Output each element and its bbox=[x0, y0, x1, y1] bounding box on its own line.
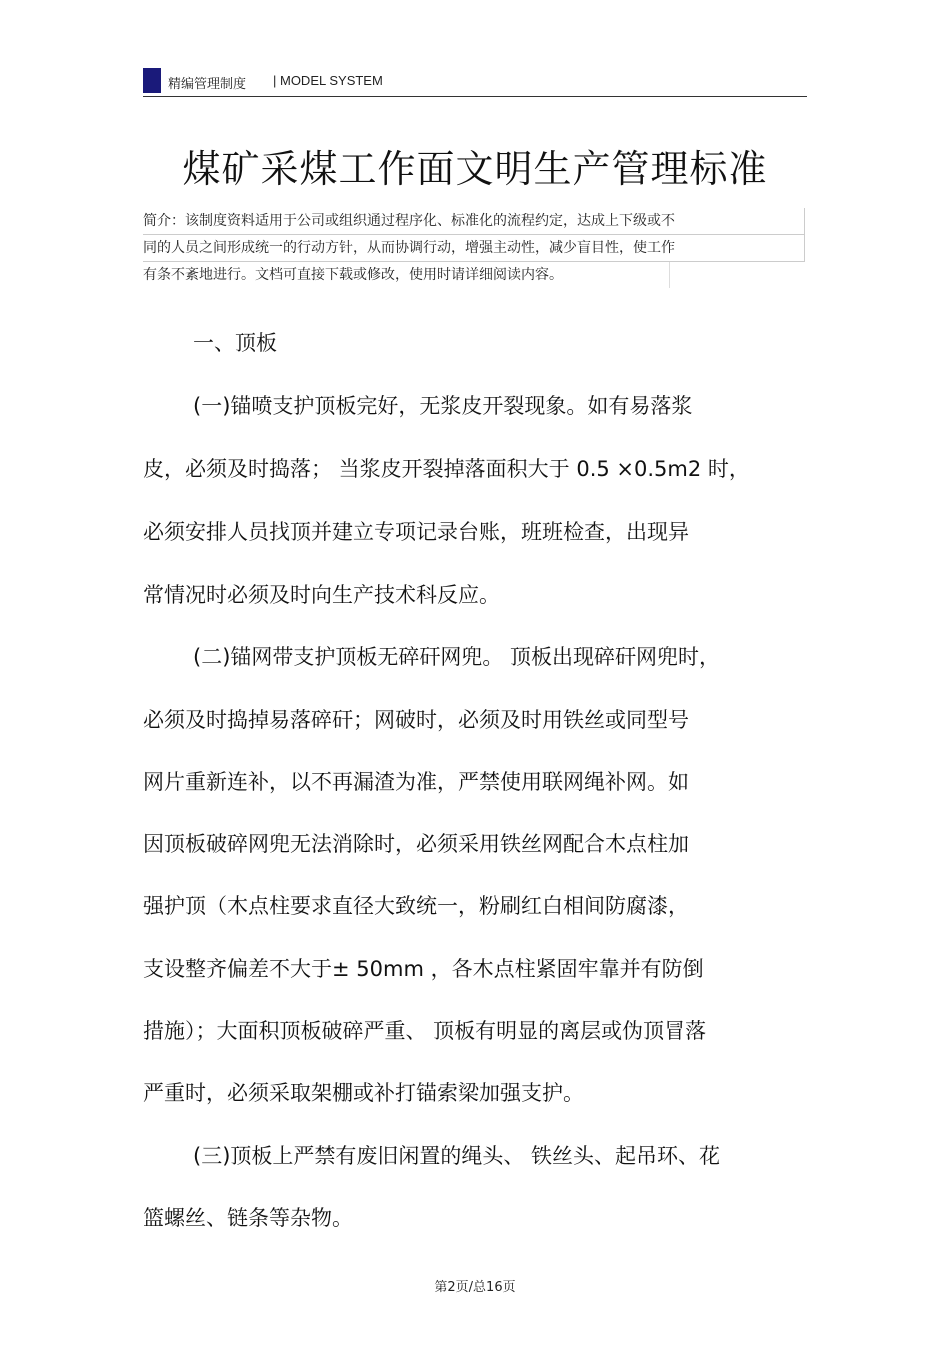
logo-icon bbox=[143, 68, 161, 93]
document-title: 煤矿采煤工作面文明生产管理标准 bbox=[182, 147, 768, 191]
paragraph-line: 必须安排人员找顶并建立专项记录台账，班班检查，出现异 bbox=[143, 520, 689, 544]
summary-box bbox=[143, 208, 805, 288]
summary-line-1: 简介：该制度资料适用于公司或组织通过程序化、标准化的流程约定，达成上下级或不 bbox=[143, 208, 805, 235]
paragraph-line: 网片重新连补，以不再漏渣为准，严禁使用联网绳补网。如 bbox=[143, 770, 689, 794]
paragraph-line: (一)锚喷支护顶板完好，无浆皮开裂现象。如有易落浆 bbox=[193, 394, 693, 418]
summary-line-3: 有条不紊地进行。文档可直接下载或修改，使用时请详细阅读内容。 bbox=[143, 262, 670, 288]
paragraph-line: (二)锚网带支护顶板无碎矸网兜。 顶板出现碎矸网兜时， bbox=[193, 645, 721, 669]
paragraph-line: (三)顶板上严禁有废旧闲置的绳头、 铁丝头、起吊环、花 bbox=[193, 1144, 721, 1168]
paragraph-line: 严重时，必须采取架棚或补打锚索梁加强支护。 bbox=[143, 1081, 584, 1105]
paragraph-line: 皮，必须及时捣落； 当浆皮开裂掉落面积大于 0.5 ×0.5m2 时， bbox=[143, 457, 750, 481]
section-heading: 一、顶板 bbox=[193, 331, 277, 355]
paragraph-line: 措施）；大面积顶板破碎严重、 顶板有明显的离层或伪顶冒落 bbox=[143, 1019, 707, 1043]
paragraph-line: 常情况时必须及时向生产技术科反应。 bbox=[143, 583, 500, 607]
header-left-text: 精编管理制度 bbox=[168, 77, 247, 92]
paragraph-line: 强护顶（木点柱要求直径大致统一，粉刷红白相间防腐漆， bbox=[143, 894, 689, 918]
paragraph-line: 篮螺丝、链条等杂物。 bbox=[143, 1206, 353, 1230]
paragraph-line: 支设整齐偏差不大于± 50mm ，各木点柱紧固牢靠并有防倒 bbox=[143, 957, 704, 981]
paragraph-line: 因顶板破碎网兜无法消除时，必须采用铁丝网配合木点柱加 bbox=[143, 832, 689, 856]
summary-line-2: 同的人员之间形成统一的行动方针，从而协调行动，增强主动性，减少盲目性，使工作 bbox=[143, 235, 805, 262]
header-right-text: | MODEL SYSTEM bbox=[273, 73, 383, 88]
paragraph-line: 必须及时捣掉易落碎矸；网破时，必须及时用铁丝或同型号 bbox=[143, 708, 689, 732]
page-header bbox=[143, 66, 807, 97]
page-footer: 第2页/总16页 bbox=[434, 1280, 516, 1295]
